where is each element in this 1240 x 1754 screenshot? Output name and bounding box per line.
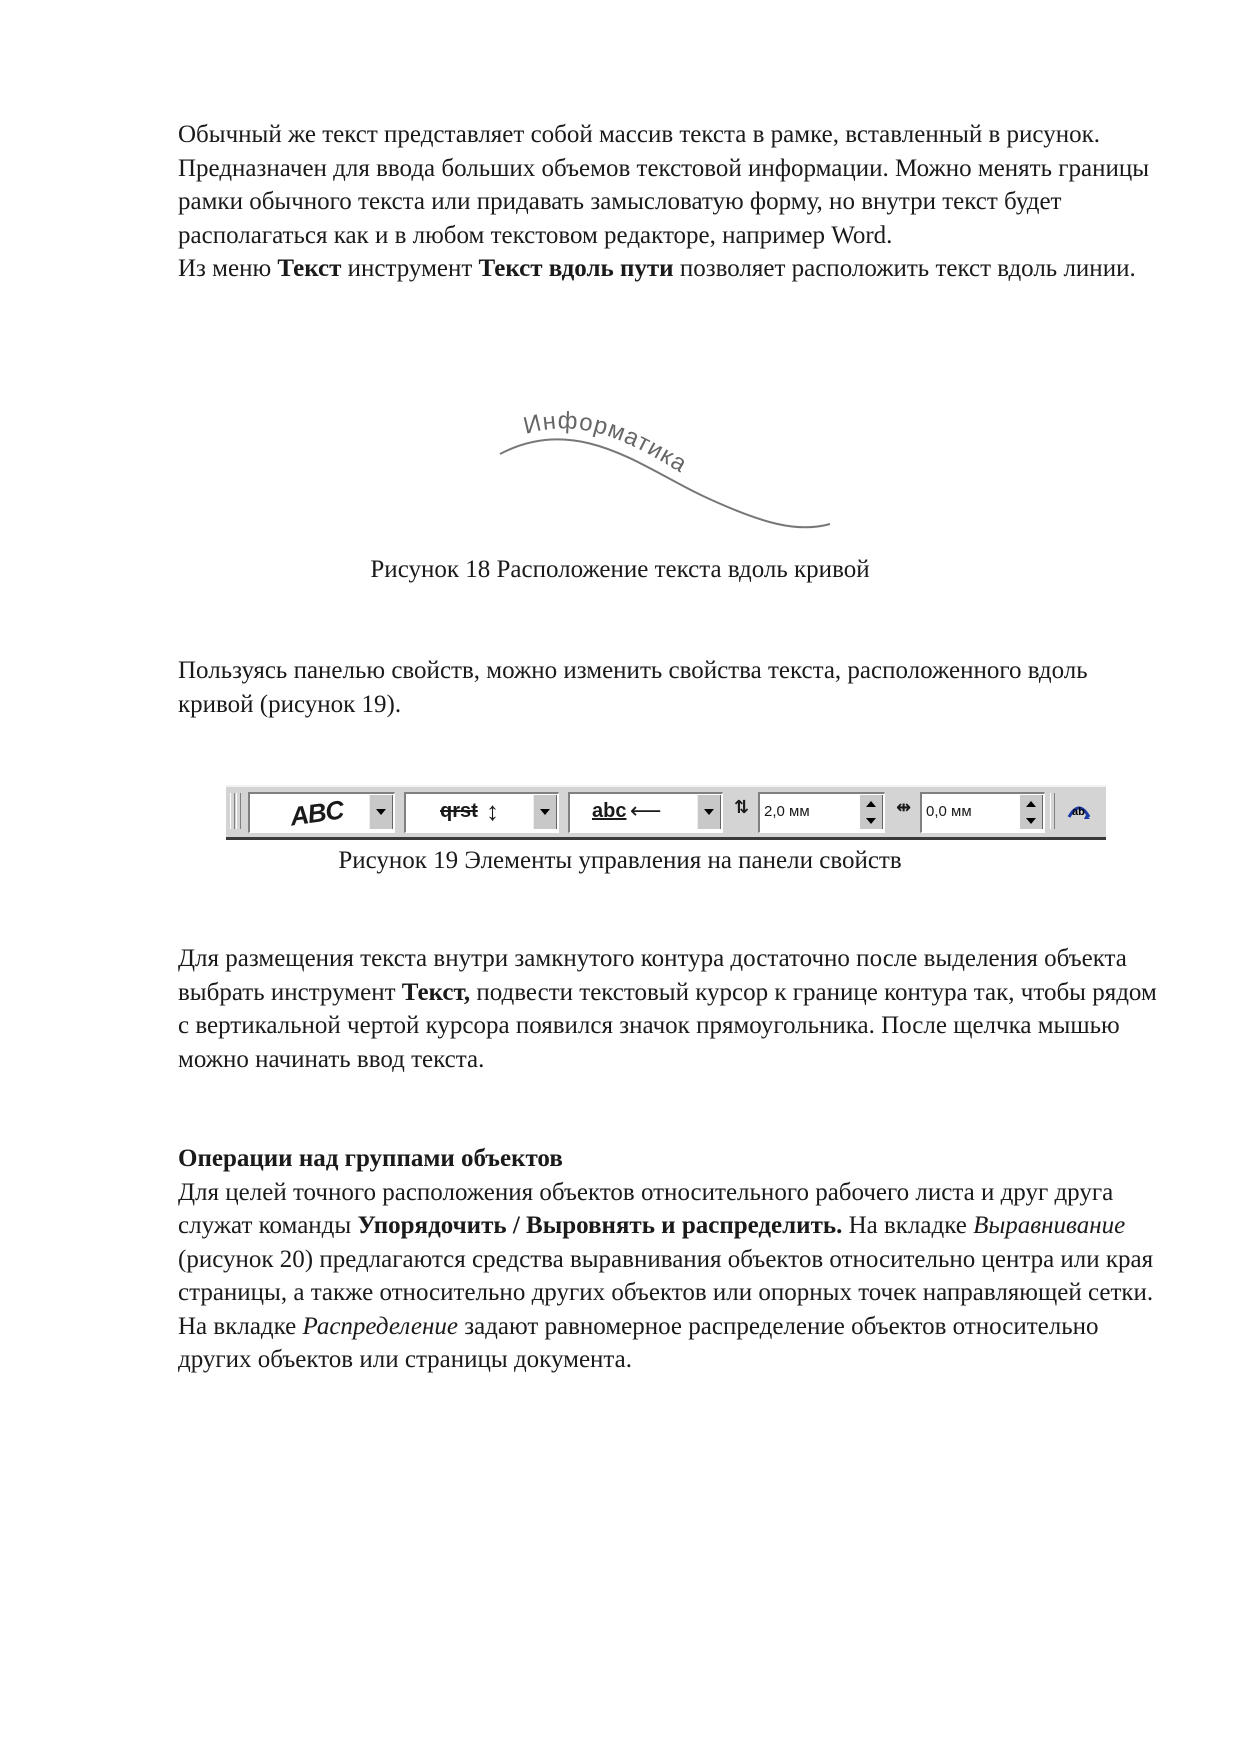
italic-term: Выравнивание <box>973 1212 1126 1239</box>
svg-text:ab: ab <box>1072 806 1085 818</box>
distance-from-path-value: 2,0 мм <box>764 803 810 820</box>
paragraph-closed-contour <box>178 942 1168 1076</box>
text-orientation-combo[interactable] <box>248 792 395 833</box>
bold-term: Текст <box>277 255 342 282</box>
paragraph-text-part: задают равномерное распределение объектов относительно других объектов или страницы документа. <box>178 1312 1099 1373</box>
vertical-placement-combo[interactable] <box>404 792 559 833</box>
toolbar-grip <box>236 793 241 829</box>
text-placement-icon: abc <box>592 800 627 822</box>
left-arrow-icon: ⟵ <box>630 798 662 823</box>
chevron-down-icon[interactable] <box>697 795 721 829</box>
chevron-down-icon[interactable] <box>369 795 393 829</box>
text-placement-combo[interactable] <box>568 792 723 833</box>
chevron-down-icon[interactable] <box>533 795 557 829</box>
distance-stepper[interactable] <box>860 795 883 829</box>
bold-term: Упорядочить / Выровнять и распределить. <box>357 1212 843 1239</box>
distance-from-path-icon: ⇅ <box>734 797 750 817</box>
paragraph-text: Обычный же текст представляет собой массив текста в рамке, вставленный в рисунок. Предназначен для ввода больших объемов текстовой информации. Можно менять границы рамки обычного текста или придавать замысловатую форму, но внутри текст будет располагаться как и в любом текстовом редакторе, например Word. <box>178 121 1150 249</box>
figure-19-caption: Рисунок 19 Элементы управления на панели свойств <box>338 847 902 874</box>
horizontal-offset-field[interactable] <box>920 792 1045 833</box>
paragraph-text-part: Для целей точного расположения объектов относительного рабочего листа и друг друга служат команды <box>178 1178 1114 1239</box>
paragraph-text-part: позволяет расположить текст вдоль линии. <box>673 255 1136 282</box>
bold-term: Текст, <box>401 978 471 1006</box>
toolbar-grip[interactable] <box>230 793 235 829</box>
text-orientation-icon: ABC <box>288 794 346 832</box>
figure-18-text-on-curve <box>468 388 868 540</box>
bold-term: Текст вдоль пути <box>478 255 674 282</box>
offset-stepper[interactable] <box>1020 795 1043 829</box>
curve-text <box>521 407 692 478</box>
place-on-other-side-icon[interactable] <box>1064 797 1094 825</box>
figure-18-caption: Рисунок 18 Расположение текста вдоль кривой <box>370 556 870 583</box>
section-group-operations <box>178 1142 1168 1377</box>
italic-term: Распределение <box>302 1312 458 1340</box>
paragraph-text-part: Из меню <box>178 255 278 282</box>
paragraph-properties-panel: Пользуясь панелью свойств, можно изменить свойства текста, расположенного вдоль кривой (рисунок 19). <box>178 657 1088 718</box>
toolbar-separator <box>1050 793 1055 829</box>
horizontal-offset-icon: ⇹ <box>896 797 912 817</box>
paragraph-text-part: подвести текстовый курсор к границе контура так, чтобы рядом с вертикальной чертой курсора появился значок прямоугольника. После щелчка мышью можно начинать ввод текста. <box>178 978 1157 1073</box>
distance-from-path-field[interactable] <box>758 792 885 833</box>
vertical-arrow-icon: ↕ <box>486 796 499 826</box>
paragraph-text-part: На вкладке <box>842 1212 974 1239</box>
paragraph-text-part: (рисунок 20) предлагаются средства выравнивания объектов относительно центра или края страницы, а также относительно других объектов или опорных точек направляющей сетки. На вкладке <box>178 1245 1154 1340</box>
curve-text-path: Информатика <box>520 407 693 479</box>
paragraph-text-part: Для размещения текста внутри замкнутого контура достаточно после выделения объекта выбрать инструмент <box>178 945 1127 1006</box>
section-heading: Операции над группами объектов <box>178 1145 563 1172</box>
property-bar-toolbar <box>226 785 1106 840</box>
paragraph-plain-text <box>178 118 1168 286</box>
vertical-placement-icon: qrst <box>440 800 478 822</box>
paragraph-text-part: инструмент <box>341 255 479 282</box>
horizontal-offset-value: 0,0 мм <box>926 803 972 820</box>
